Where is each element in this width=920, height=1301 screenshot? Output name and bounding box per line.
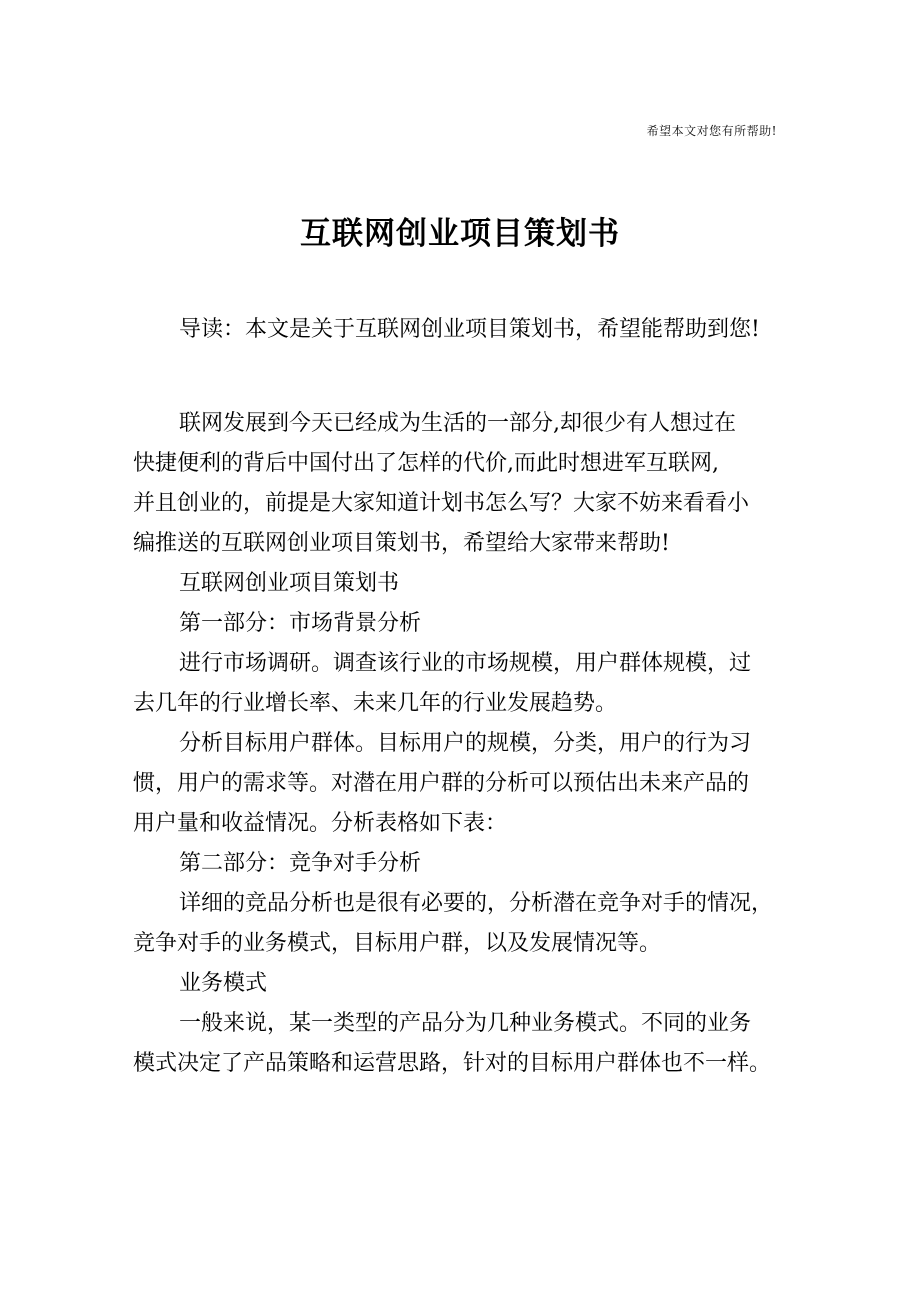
section-heading-part-one: 第一部分：市场背景分析 — [179, 611, 422, 636]
paragraph-market-research — [133, 644, 793, 724]
paragraph-line: 去几年的行业增长率、未来几年的行业发展趋势。 — [133, 691, 618, 716]
paragraph-target-users — [133, 724, 793, 844]
paragraph-line: 分析目标用户群体。目标用户的规模，分类，用户的行为习 — [179, 731, 752, 756]
paragraph-line: 进行市场调研。调查该行业的市场规模，用户群体规模，过 — [179, 651, 752, 676]
paragraph-business-model — [133, 1004, 793, 1084]
lead-paragraph: 导读：本文是关于互联网创业项目策划书，希望能帮助到您! — [179, 317, 760, 342]
header-note: 希望本文对您有所帮助! — [646, 124, 777, 138]
paragraph-line: 快捷便利的背后中国付出了怎样的代价,而此时想进军互联网, — [133, 451, 719, 476]
paragraph-line: 并且创业的，前提是大家知道计划书怎么写？大家不妨来看看小 — [133, 491, 750, 516]
paragraph-line: 竞争对手的业务模式，目标用户群，以及发展情况等。 — [133, 931, 662, 956]
document-title: 互联网创业项目策划书 — [300, 216, 620, 252]
paragraph-line: 详细的竞品分析也是很有必要的，分析潜在竞争对手的情况， — [179, 891, 774, 916]
paragraph-line: 一般来说，某一类型的产品分为几种业务模式。不同的业务 — [179, 1011, 752, 1036]
paragraph-line: 用户量和收益情况。分析表格如下表： — [133, 811, 508, 836]
paragraph-line: 编推送的互联网创业项目策划书，希望给大家带来帮助! — [133, 531, 670, 556]
section-heading-part-two: 第二部分：竞争对手分析 — [179, 851, 422, 876]
section-heading-plan: 互联网创业项目策划书 — [179, 571, 400, 596]
paragraph-competitor-analysis — [133, 884, 793, 964]
section-heading-business-model: 业务模式 — [179, 971, 268, 996]
paragraph-line: 模式决定了产品策略和运营思路，针对的目标用户群体也不一样。 — [133, 1051, 772, 1076]
paragraph-intro — [133, 404, 793, 564]
paragraph-line: 惯，用户的需求等。对潜在用户群的分析可以预估出未来产品的 — [133, 771, 750, 796]
document-body — [133, 310, 793, 1084]
paragraph-line: 联网发展到今天已经成为生活的一部分,却很少有人想过在 — [179, 411, 736, 436]
